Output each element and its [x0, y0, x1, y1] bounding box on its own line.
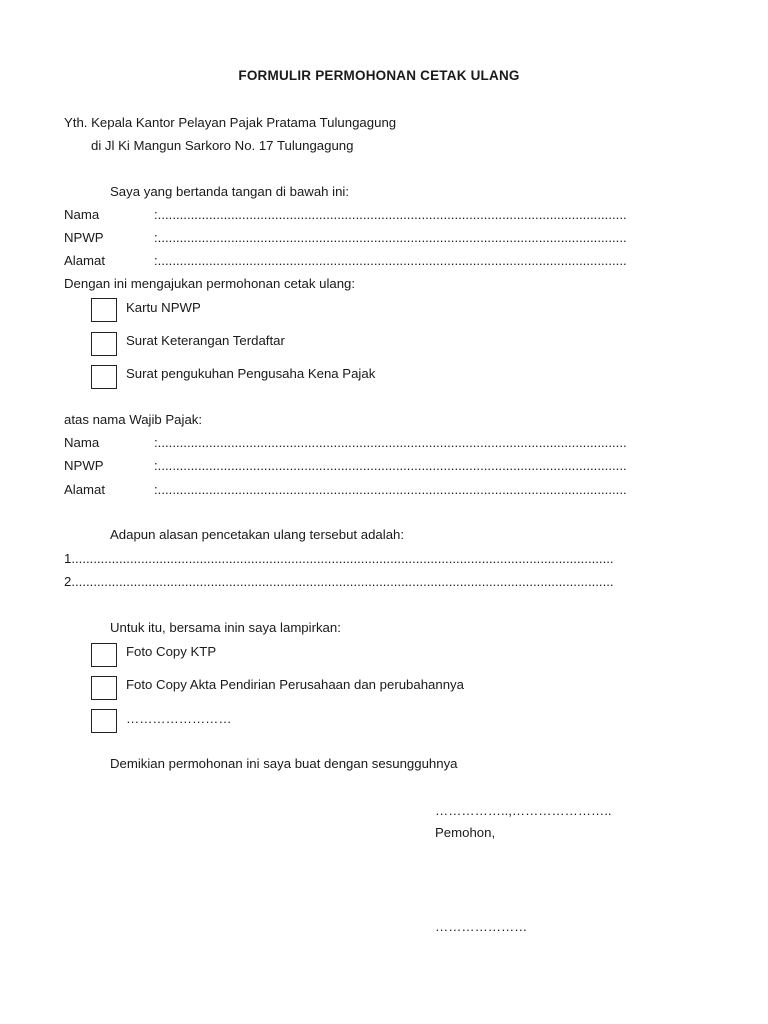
checkbox-kartu-npwp[interactable] [91, 298, 117, 322]
applicant-npwp-field[interactable]: :................................................................................................................................ [154, 230, 627, 245]
option-skt-label: Surat Keterangan Terdaftar [126, 333, 285, 348]
attachment-intro: Untuk itu, bersama inin saya lampirkan: [110, 620, 341, 635]
taxpayer-intro: atas nama Wajib Pajak: [64, 412, 203, 427]
applicant-address-field[interactable]: :................................................................................................................................ [154, 253, 627, 268]
reason-line-1[interactable]: 1.................................................................................................................................................... [64, 551, 614, 566]
taxpayer-address-label: Alamat [64, 482, 106, 497]
signature-line[interactable]: ………………… [435, 919, 528, 934]
intro-text: Saya yang bertanda tangan di bawah ini: [110, 184, 350, 199]
checkbox-foto-copy-akta[interactable] [91, 676, 117, 700]
attachment-akta-label: Foto Copy Akta Pendirian Perusahaan dan perubahannya [126, 677, 464, 692]
place-date-line[interactable]: ……………..,………………….. [435, 803, 612, 818]
taxpayer-name-field[interactable]: :................................................................................................................................ [154, 435, 627, 450]
taxpayer-address-field[interactable]: :................................................................................................................................ [154, 482, 627, 497]
applicant-address-label: Alamat [64, 253, 106, 268]
applicant-npwp-label: NPWP [64, 230, 104, 245]
checkbox-surat-pengukuhan-pkp[interactable] [91, 365, 117, 389]
recipient-line-2: di Jl Ki Mangun Sarkoro No. 17 Tulungagung [91, 138, 354, 153]
reason-line-2[interactable]: 2.................................................................................................................................................... [64, 574, 614, 589]
form-title: FORMULIR PERMOHONAN CETAK ULANG [238, 68, 520, 83]
signer-label: Pemohon, [435, 825, 496, 840]
checkbox-other-attachment[interactable] [91, 709, 117, 733]
option-kartu-npwp-label: Kartu NPWP [126, 300, 201, 315]
applicant-name-field[interactable]: :................................................................................................................................ [154, 207, 627, 222]
option-pkp-label: Surat pengukuhan Pengusaha Kena Pajak [126, 366, 376, 381]
recipient-line-1: Yth. Kepala Kantor Pelayan Pajak Pratama Tulungagung [64, 115, 397, 130]
checkbox-foto-copy-ktp[interactable] [91, 643, 117, 667]
taxpayer-npwp-label: NPWP [64, 458, 104, 473]
taxpayer-name-label: Nama [64, 435, 100, 450]
attachment-ktp-label: Foto Copy KTP [126, 644, 217, 659]
attachment-other-label: …………………… [126, 711, 232, 726]
checkbox-surat-keterangan-terdaftar[interactable] [91, 332, 117, 356]
taxpayer-npwp-field[interactable]: :................................................................................................................................ [154, 458, 627, 473]
reason-intro: Adapun alasan pencetakan ulang tersebut adalah: [110, 527, 405, 542]
applicant-name-label: Nama [64, 207, 100, 222]
closing-statement: Demikian permohonan ini saya buat dengan sesungguhnya [110, 756, 458, 771]
request-intro: Dengan ini mengajukan permohonan cetak ulang: [64, 276, 356, 291]
